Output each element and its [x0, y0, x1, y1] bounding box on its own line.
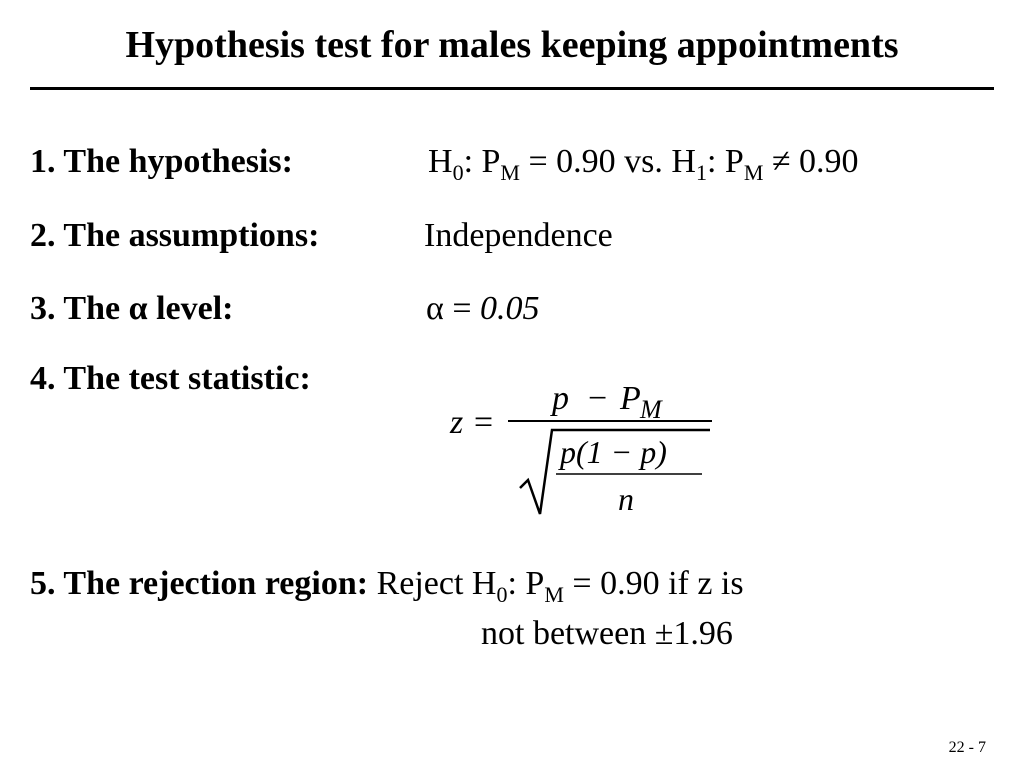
z-formula-graphic: [440, 376, 730, 526]
formula-num-p: p: [552, 380, 569, 417]
hypothesis-pm-sub2: M: [743, 160, 764, 185]
alpha-label-post: level:: [147, 290, 234, 327]
hypothesis-pm-sub1: M: [500, 160, 520, 185]
hypothesis-h0-sub: 0: [452, 160, 464, 185]
rejection-colon: : P: [507, 565, 545, 602]
alpha-value: 0.05: [480, 290, 540, 327]
item-hypothesis: [30, 142, 859, 185]
assumptions-value: Independence: [424, 217, 613, 254]
alpha-label: [30, 289, 426, 329]
rejection-value-pre: Reject H: [368, 565, 497, 602]
formula-num-P: P: [620, 380, 641, 417]
hypothesis-neq: ≠ 0.90: [763, 143, 859, 180]
alpha-value-pre: α =: [426, 290, 480, 327]
hypothesis-colon2: : P: [706, 143, 744, 180]
alpha-label-pre: 3. The: [30, 290, 129, 327]
hypothesis-eq: = 0.90 vs. H: [519, 143, 696, 180]
item-test-statistic: [30, 359, 311, 399]
hypothesis-h1-sub: 1: [695, 160, 707, 185]
hypothesis-colon1: : P: [463, 143, 501, 180]
formula-num-sub: M: [640, 395, 662, 424]
alpha-symbol: α: [128, 290, 148, 327]
test-statistic-label: 4. The test statistic:: [30, 360, 311, 397]
z-formula: [440, 376, 730, 526]
slide-title: Hypothesis test for males keeping appointments: [125, 24, 899, 66]
rejection-h0-sub: 0: [496, 582, 508, 607]
formula-num-minus: −: [588, 380, 608, 417]
slide-number: 22 - 7: [948, 739, 986, 756]
hypothesis-h0: H: [428, 143, 453, 180]
rejection-continuation: not between ±1.96: [481, 615, 733, 652]
formula-den-inner: p(1 − p): [560, 434, 667, 470]
item-assumptions: [30, 216, 613, 256]
rejection-value-post: = 0.90 if z is: [563, 565, 744, 602]
assumptions-label: 2. The assumptions:: [30, 217, 320, 254]
item-alpha-level: [30, 289, 540, 329]
rejection-label: 5. The rejection region:: [30, 565, 369, 602]
formula-lhs: z =: [450, 404, 495, 441]
rejection-pm-sub: M: [544, 582, 564, 607]
hypothesis-label: 1. The hypothesis:: [30, 143, 293, 180]
formula-den-n: n: [618, 481, 634, 517]
item-rejection-region: [30, 564, 744, 607]
title-divider: [30, 87, 994, 90]
